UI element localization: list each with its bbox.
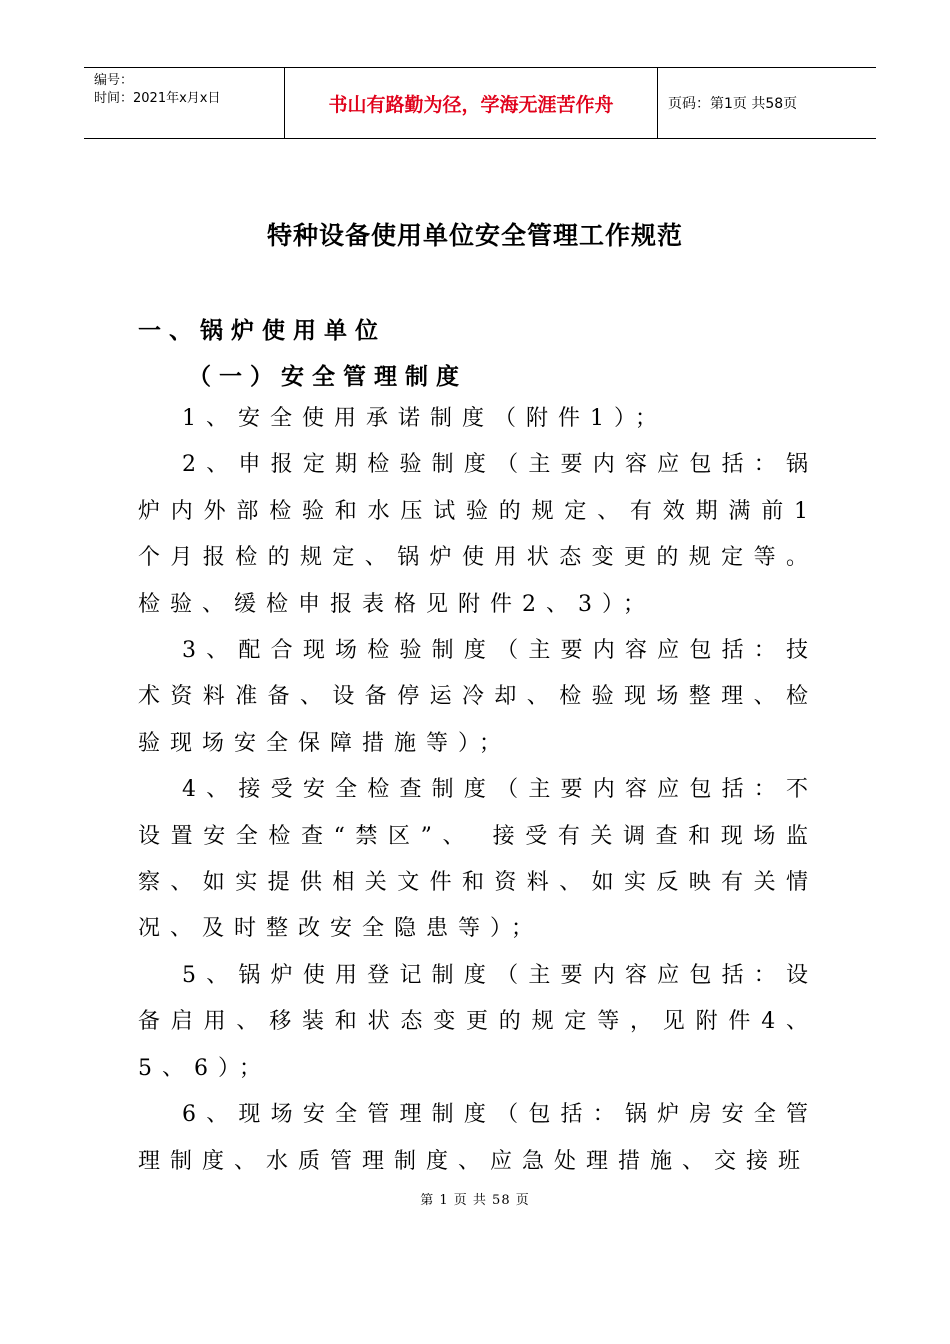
header-page-cell — [658, 68, 876, 138]
code-label: 编号： — [94, 73, 134, 88]
time-label: 时间：2021年x月x日 — [94, 91, 221, 106]
subsection-heading: （一）安全管理制度 — [188, 364, 467, 390]
header-meta — [84, 68, 284, 138]
document-title: 特种设备使用单位安全管理工作规范 — [266, 221, 683, 250]
section-heading: 一、锅炉使用单位 — [138, 318, 386, 344]
header-slogan: 书山有路勤为径，学海无涯苦作舟 — [328, 93, 614, 116]
paragraph: 5、锅炉使用登记制度（主要内容应包括：设备启用、移装和状态变更的规定等，见附件4、5、6）； — [138, 962, 818, 1081]
paragraph: 4、接受安全检查制度（主要内容应包括：不设置安全检查“禁区”、 接受有关调查和现场监察、如实提供相关文件和资料、如实反映有关情况、及时整改安全隐患等）； — [138, 777, 818, 942]
page-label: 页码：第1页 共58页 — [668, 96, 798, 112]
page-footer: 第 1 页 共 58 页 — [420, 1193, 530, 1208]
document-header — [84, 67, 876, 139]
document-body — [138, 396, 818, 1185]
paragraph: 6、现场安全管理制度（包括：锅炉房安全管理制度、水质管理制度、应急处理措施、交接班 — [138, 1102, 818, 1174]
paragraph: 1、安全使用承诺制度（附件1）； — [182, 406, 667, 431]
paragraph: 3、配合现场检验制度（主要内容应包括：技术资料准备、设备停运冷却、检验现场整理、检验现场安全保障措施等）； — [138, 638, 818, 756]
header-slogan-cell — [284, 68, 658, 138]
paragraph: 2、申报定期检验制度（主要内容应包括：锅炉内外部检验和水压试验的规定、有效期满前1个月报检的规定、锅炉使用状态变更的规定等。检验、缓检申报表格见附件2、3）； — [138, 452, 818, 617]
